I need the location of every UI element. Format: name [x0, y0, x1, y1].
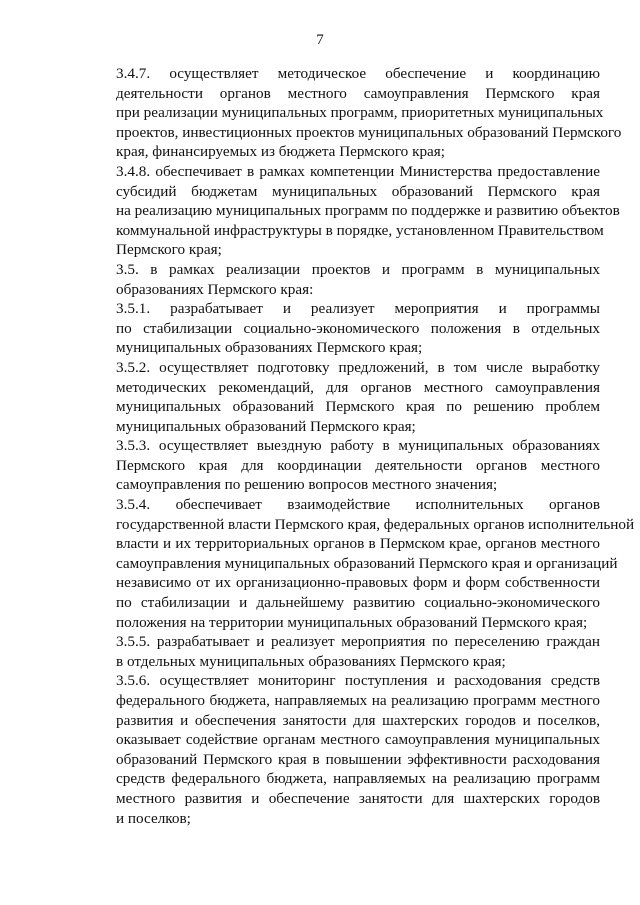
paragraph-line: федерального бюджета, направляемых на реализацию программ местного: [116, 692, 600, 709]
paragraph-line: по стабилизации социально-экономического положения в отдельных: [116, 319, 600, 337]
paragraph-line: государственной власти Пермского края, федеральных органов исполнительной: [116, 515, 635, 533]
paragraph-line: в отдельных муниципальных образованиях Пермского края;: [116, 652, 506, 670]
paragraph-line: средств федерального бюджета, направляемых на реализацию программ: [116, 770, 600, 788]
paragraph-line: 3.5.4. обеспечивает взаимодействие исполнительных органов: [116, 496, 600, 514]
paragraph: [78, 64, 622, 162]
paragraph-line: 3.5.6. осуществляет мониторинг поступления и расходования средств: [116, 672, 600, 690]
paragraph-line: коммунальной инфраструктуры в порядке, установленном Правительством: [116, 221, 604, 239]
paragraph-line: 3.4.7. осуществляет методическое обеспечение и координацию: [116, 65, 600, 82]
paragraph: [78, 671, 600, 828]
paragraph-line: муниципальных образований Пермского края по решению проблем: [116, 398, 600, 416]
paragraph: [78, 436, 600, 495]
document-body: [78, 64, 635, 828]
paragraph-line: муниципальных образованиях Пермского края;: [116, 339, 423, 357]
paragraph-line: на реализацию муниципальных программ по поддержке и развитию объектов: [116, 202, 620, 220]
paragraph-line: 3.5.1. разрабатывает и реализует мероприятия и программы: [116, 300, 600, 318]
paragraph-line: местного развития и обеспечение занятости для шахтерских городов: [116, 789, 600, 807]
paragraph-line: проектов, инвестиционных проектов муниципальных образований Пермского: [116, 123, 622, 141]
paragraph-line: при реализации муниципальных программ, приоритетных муниципальных: [116, 104, 604, 122]
paragraph-line: Пермского края для координации деятельности органов местного: [116, 456, 600, 474]
paragraph-line: оказывает содействие органам местного самоуправления муниципальных: [116, 731, 600, 749]
paragraph-line: 3.5.3. осуществляет выездную работу в муниципальных образованиях: [116, 437, 600, 455]
paragraph-line: методических рекомендаций, для органов местного самоуправления: [116, 378, 600, 396]
paragraph-line: независимо от их организационно-правовых форм и форм собственности: [116, 574, 600, 592]
paragraph-line: муниципальных образований Пермского края;: [116, 417, 416, 435]
paragraph-line: Пермского края;: [116, 241, 222, 259]
paragraph-line: 3.5.2. осуществляет подготовку предложений, в том числе выработку: [116, 358, 600, 376]
paragraph-line: субсидий бюджетам муниципальных образований Пермского края: [116, 182, 600, 200]
paragraph-line: самоуправления по решению вопросов местного значения;: [116, 476, 498, 494]
paragraph-line: положения на территории муниципальных образований Пермского края;: [116, 613, 588, 631]
paragraph: [78, 260, 600, 299]
paragraph: [78, 495, 635, 632]
paragraph-line: по стабилизации и дальнейшему развитию социально-экономического: [116, 594, 600, 612]
paragraph-line: образований Пермского края в повышении эффективности расходования: [116, 750, 600, 768]
page-number: 7: [316, 32, 324, 48]
paragraph: [78, 299, 600, 358]
paragraph-line: власти и их территориальных органов в Пермском крае, органов местного: [116, 535, 600, 553]
paragraph-line: развития и обеспечения занятости для шахтерских городов и поселков,: [116, 711, 600, 729]
paragraph-line: и поселков;: [116, 809, 191, 827]
paragraph-line: деятельности органов местного самоуправления Пермского края: [116, 84, 600, 102]
paragraph-line: образованиях Пермского края:: [116, 280, 314, 298]
paragraph: [78, 358, 600, 436]
paragraph: [78, 162, 620, 260]
paragraph: [78, 632, 600, 671]
paragraph-line: края, финансируемых из бюджета Пермского края;: [116, 143, 445, 161]
paragraph-line: самоуправления муниципальных образований Пермского края и организаций: [116, 554, 618, 572]
paragraph-line: 3.5.5. разрабатывает и реализует мероприятия по переселению граждан: [116, 633, 600, 651]
paragraph-line: 3.5. в рамках реализации проектов и программ в муниципальных: [116, 260, 600, 278]
paragraph-line: 3.4.8. обеспечивает в рамках компетенции Министерства предоставление: [116, 162, 600, 180]
